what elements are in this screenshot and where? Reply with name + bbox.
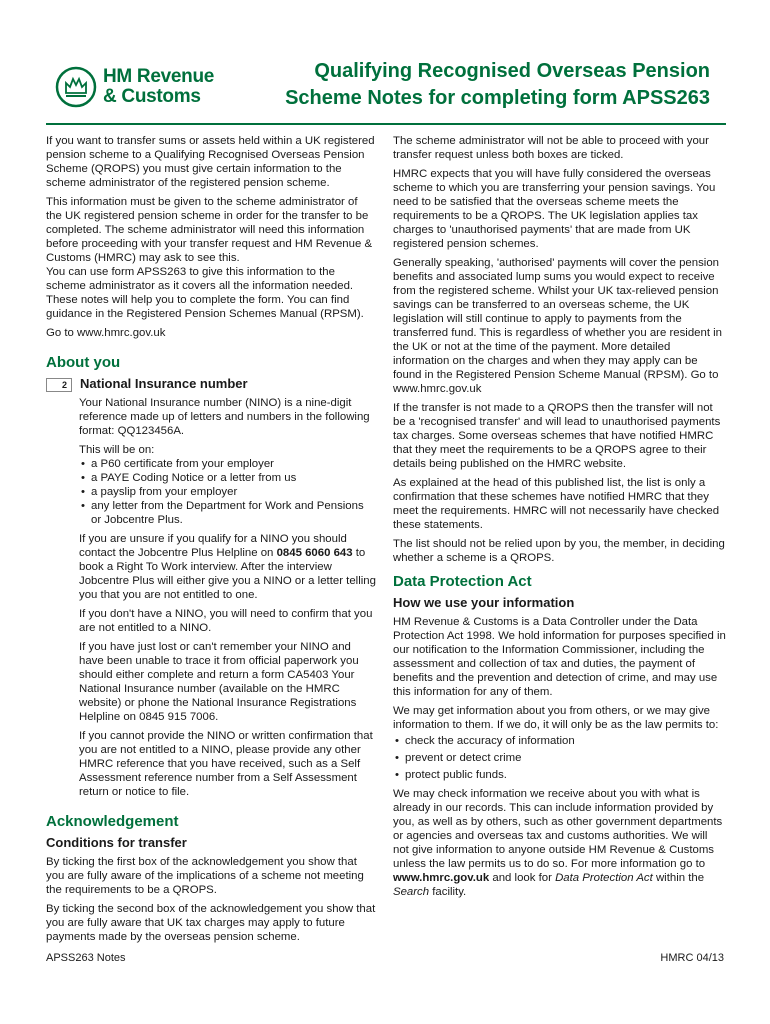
dp-text: and look for [489, 872, 556, 884]
nino-text: to book a Right To Work interview. After the interview Jobcentre Plus will either give you a NINO or a letter telling you that you are not entitled to one. [79, 547, 376, 601]
helpline-number: 0845 6060 643 [276, 547, 353, 559]
logo-line2: & Customs [103, 86, 201, 107]
list-item: • any letter from the Department for Work and Pensions or Jobcentre Plus. [91, 499, 376, 527]
body-paragraph: The scheme administrator will not be able to proceed with your transfer request unless both boxes are ticked. [393, 135, 709, 161]
nino-list-intro: This will be on: [79, 444, 155, 456]
hmrc-website-link[interactable]: www.hmrc.gov.uk [393, 872, 490, 884]
crown-icon [55, 66, 97, 108]
dp-text: We may check information we receive about you with what is already in our records. This can include information provided by you, as well as by others, such as other government departments or agencies and overseas tax and customs authorities. We will not give information to anyone outside HM Revenue & Customs unless the law permits us to do so. For more information go to [393, 788, 723, 870]
nino-paragraph: If you have just lost or can't remember your NINO and have been unable to trace it from official paperwork you should either complete and return a form CA5403 Your National Insurance number (available on the HMRC website) or phone the National Insurance Registrations Helpline on 0845 915 7006. [79, 641, 359, 723]
search-italic: Search [393, 886, 430, 898]
nino-list [79, 457, 376, 527]
question-number-box: 2 [46, 378, 72, 392]
body-paragraph: If the transfer is not made to a QROPS then the transfer will not be a 'recognised transfer' and will lead to unauthorised payments tax charges. Some overseas schemes that have notified HMRC that they meet the requirements to be a QROPS agree to their details being published on the HMRC website. [393, 402, 721, 470]
list-item: • a payslip from your employer [91, 485, 376, 499]
data-protection-heading: Data Protection Act [393, 573, 532, 590]
acknowledgement-heading: Acknowledgement [46, 813, 179, 830]
title-line2: Scheme Notes for completing form APSS263 [285, 87, 710, 109]
dp-text: facility. [429, 886, 467, 898]
left-column [46, 134, 376, 949]
header-divider [46, 123, 726, 125]
nino-paragraph: If you cannot provide the NINO or written confirmation that you are not entitled to a NINO, please provide any other HMRC reference that you have received, such as a Self Assessment reference number from a Self Assessment return or notice to file. [79, 730, 373, 798]
about-you-heading: About you [46, 354, 121, 371]
nino-section [46, 396, 376, 799]
ack-paragraph: By ticking the first box of the acknowledgement you show that you are fully aware of the implications of a scheme not meeting the requirements to be a QROPS. [46, 856, 364, 896]
how-we-use-heading: How we use your information [393, 595, 575, 610]
dp-act-italic: Data Protection Act [555, 872, 653, 884]
page-title [270, 58, 710, 112]
dp-paragraph: We may get information about you from others, or we may give information to them. If we do, it will only be as the law permits to: [393, 705, 719, 731]
intro-paragraph: You can use form APSS263 to give this information to the scheme administrator as it covers all the information needed. These notes will help you to complete the form. You can find guidance in the Registered Pension Schemes Manual (RPSM). [46, 266, 364, 320]
list-item: • a P60 certificate from your employer [91, 457, 376, 471]
intro-paragraph: This information must be given to the scheme administrator of the UK registered pension scheme in order for the transfer to be completed. The scheme administrator will need this information before proceeding with your transfer request and HM Revenue & Customs (HMRC) may ask to see this. [46, 196, 373, 264]
logo-line1: HM Revenue [103, 66, 215, 87]
footer-form-name: APSS263 Notes [46, 952, 126, 964]
title-line1: Qualifying Recognised Overseas Pension [314, 60, 710, 82]
intro-paragraph: If you want to transfer sums or assets held within a UK registered pension scheme to a Qualifying Recognised Overseas Pension Scheme (QROPS) you must give certain information to the scheme administrator of the registered pension scheme. [46, 135, 375, 189]
list-item: • prevent or detect crime [405, 751, 726, 765]
body-paragraph: As explained at the head of this published list, the list is only a confirmation that these schemes have notified HMRC that they meet the requirements. HMRC will not necessarily have checked these statements. [393, 477, 720, 531]
ack-paragraph: By ticking the second box of the acknowledgement you show that you are fully aware that UK tax charges may apply to future payments made by the overseas pension scheme. [46, 903, 376, 943]
intro-link-text: Go to www.hmrc.gov.uk [46, 327, 166, 339]
hmrc-logo [55, 64, 230, 110]
body-paragraph: Generally speaking, 'authorised' payments will cover the pension benefits and associated lump sums you would expect to receive from the registered scheme. Whilst your UK tax-relieved pension savings can be transferred to an overseas scheme, the UK legislation will still continue to apply to payments from the transferred fund. This is regardless of whether you are resident in the UK or not at the time of the payment. More detailed information on the charges and when they may apply can be found in the Registered Pension Scheme Manual (RPSM). Go to www.hmrc.gov.uk [393, 257, 723, 395]
question-2 [46, 376, 376, 392]
nino-paragraph [79, 532, 376, 602]
nino-paragraph: Your National Insurance number (NINO) is a nine-digit reference made up of letters and numbers in the following format: QQ123456A. [79, 397, 370, 437]
body-paragraph: HMRC expects that you will have fully considered the overseas scheme to which you are transferring your pension savings. You need to be satisfied that the overseas scheme meets the requirements to be a QROPS. The UK legislation applies tax charges to 'unauthorised payments' that are made from UK registered pension schemes. [393, 168, 716, 250]
dp-list [393, 734, 726, 782]
question-label: National Insurance number [80, 376, 248, 391]
body-paragraph: The list should not be relied upon by you, the member, in deciding whether a scheme is a QROPS. [393, 538, 725, 564]
conditions-heading: Conditions for transfer [46, 835, 187, 850]
dp-paragraph [393, 787, 726, 899]
list-item: • protect public funds. [405, 768, 726, 782]
list-item: • a PAYE Coding Notice or a letter from us [91, 471, 376, 485]
dp-paragraph: HM Revenue & Customs is a Data Controller under the Data Protection Act 1998. We hold information for purposes specified in our notification to the Information Commissioner, including the assessment and collection of tax and duties, the payment of benefits and the prevention and detection of crime, and may use this information for any of them. [393, 616, 726, 698]
right-column [393, 134, 726, 904]
dp-text: within the [652, 872, 705, 884]
list-item: • check the accuracy of information [405, 734, 726, 748]
nino-text: If you are unsure if you qualify for a NINO you should contact the Jobcentre Plus Helpline on [79, 533, 347, 559]
nino-paragraph: If you don't have a NINO, you will need to confirm that you are not entitled to a NINO. [79, 608, 373, 634]
footer-version: HMRC 04/13 [660, 952, 724, 964]
